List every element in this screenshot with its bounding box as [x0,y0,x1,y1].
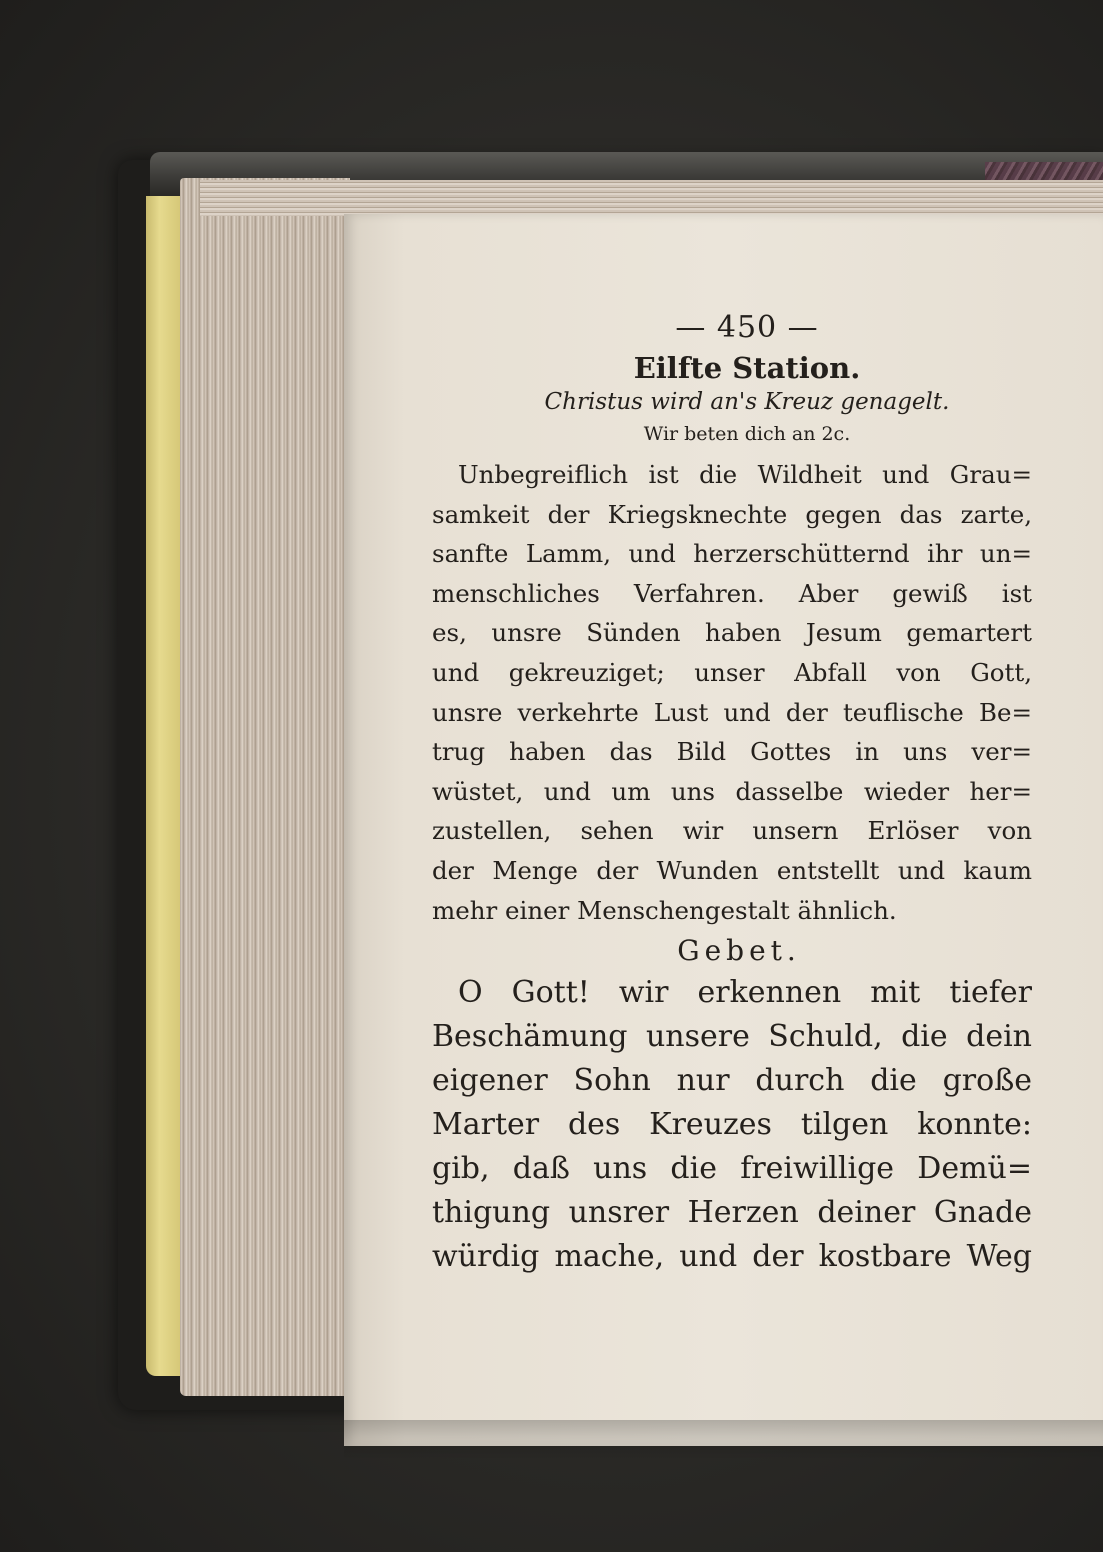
text-line: eigener Sohn nur durch die große [432,1063,1032,1099]
meditation-paragraph [432,455,1032,930]
yellow-page-edge [146,196,180,1376]
book-page [344,214,1103,1446]
text-line: thigung unsrer Herzen deiner Gnade [432,1195,1032,1231]
text-line: menschliches Verfahren. Aber gewiß ist [432,578,1032,608]
prayer-intro: Wir beten dich an 2c. [643,423,851,445]
page-number: — 450 — [675,310,819,345]
page-stack-top-edges [200,180,1103,216]
text-line: wüstet, und um uns dasselbe wieder her= [432,776,1032,806]
station-title: Eilfte Station. [633,351,861,385]
text-line: es, unsre Sünden haben Jesum gemartert [432,618,1032,648]
text-line: trug haben das Bild Gottes in uns ver= [432,737,1032,767]
page-text-block [432,310,1032,1279]
text-line: zustellen, sehen wir unsern Erlöser von [432,816,1032,846]
text-line: gib, daß uns die freiwillige Demü= [432,1151,1032,1187]
prayer-heading: Gebet. [677,934,801,968]
text-line: unsre verkehrte Lust und der teuflische Be= [432,697,1032,727]
text-line: und gekreuziget; unser Abfall von Gott, [432,657,1032,687]
text-line: Unbegreiflich ist die Wildheit und Grau= [458,460,1032,489]
text-line: mehr einer Menschengestalt ähnlich. [432,895,897,925]
text-line: sanfte Lamm, und herzerschütternd ihr un= [432,539,1032,569]
prayer-paragraph [432,971,1032,1279]
page-stack-edges [180,178,350,1396]
text-line: O Gott! wir erkennen mit tiefer [458,975,1032,1011]
text-line: würdig mache, und der kostbare Weg [432,1239,1032,1275]
text-line: Beschämung unsere Schuld, die dein [432,1019,1032,1055]
text-line: der Menge der Wunden entstellt und kaum [432,855,1032,885]
text-line: Marter des Kreuzes tilgen konnte: [432,1107,1032,1143]
text-line: samkeit der Kriegsknechte gegen das zarte, [432,499,1032,529]
page-bottom-shadow [344,1420,1103,1460]
station-subtitle: Christus wird an's Kreuz genagelt. [544,389,950,415]
